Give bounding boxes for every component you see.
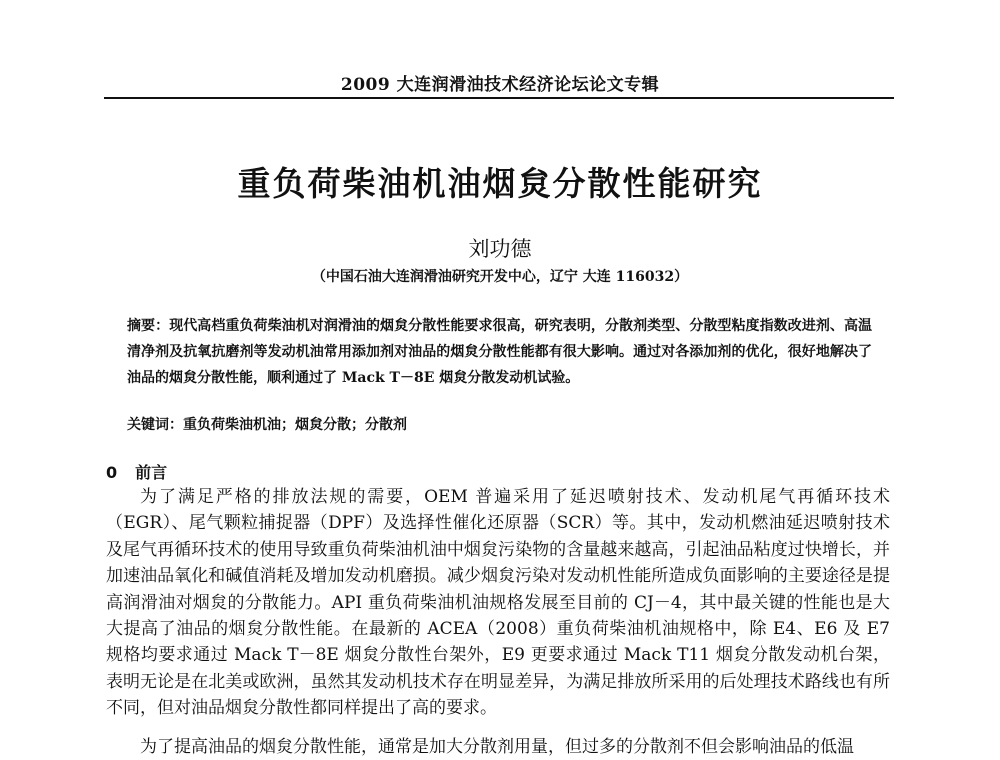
running-header: 2009 大连润滑油技术经济论坛论文专辑: [340, 75, 660, 95]
author-name: 刘功德: [468, 237, 532, 261]
body-paragraph-1: 为了满足严格的排放法规的需要，OEM 普遍采用了延迟喷射技术、发动机尾气再循环技术（EGR）、尾气颗粒捕捉器（DPF）及选择性催化还原器（SCR）等。其中，发动机燃油延迟喷射技术及尾气再循环技术的使用导致重负荷柴油机油中烟炱污染物的含量越来越高，引起油品粘度过快增长，并加速油品氧化和碱值消耗及增加发动机磨损。减少烟炱污染对发动机性能所造成负面影响的主要途径是提高润滑油对烟炱的分散能力。API 重负荷柴油机油规格发展至目前的 CJ－4，其中最关键的性能也是大大提高了油品的烟炱分散性能。在最新的 ACEA（2008）重负荷柴油机油规格中，除 E4、E6 及 E7 规格均要求通过 Mack T－8E 烟炱分散性台架外，E9 更要求通过 Mack T11 烟炱分散发动机台架，表明无论是在北美或欧洲，虽然其发动机技术存在明显差异，为满足排放所采用的后处理技术路线也有所不同，但对油品烟炱分散性都同样提出了高的要求。: [106, 487, 890, 719]
section-number: 0: [106, 463, 118, 482]
abstract-label: 摘要：: [127, 318, 170, 334]
paper-title: 重负荷柴油机油烟炱分散性能研究: [237, 164, 763, 203]
keywords-label: 关键词：: [127, 417, 183, 433]
section-title: 前言: [135, 463, 168, 482]
author-affiliation: （中国石油大连润滑油研究开发中心，辽宁 大连 116032）: [311, 269, 689, 285]
section-heading: [106, 460, 167, 483]
keywords-text: 重负荷柴油机油；烟炱分散；分散剂: [183, 417, 407, 433]
abstract-text: 现代高档重负荷柴油机对润滑油的烟炱分散性能要求很高，研究表明，分散剂类型、分散型粘度指数改进剂、高温清净剂及抗氧抗磨剂等发动机油常用添加剂对油品的烟炱分散性能都有很大影响。通过对各添加剂的优化，很好地解决了油品的烟炱分散性能，顺利通过了 Mack T－8E 烟炱分散发动机试验。: [127, 318, 873, 386]
body-paragraph-2: 为了提高油品的烟炱分散性能，通常是加大分散剂用量，但过多的分散剂不但会影响油品的低温: [140, 737, 854, 757]
keywords: [127, 414, 872, 434]
header-rule: [104, 97, 894, 99]
abstract: [127, 313, 872, 391]
